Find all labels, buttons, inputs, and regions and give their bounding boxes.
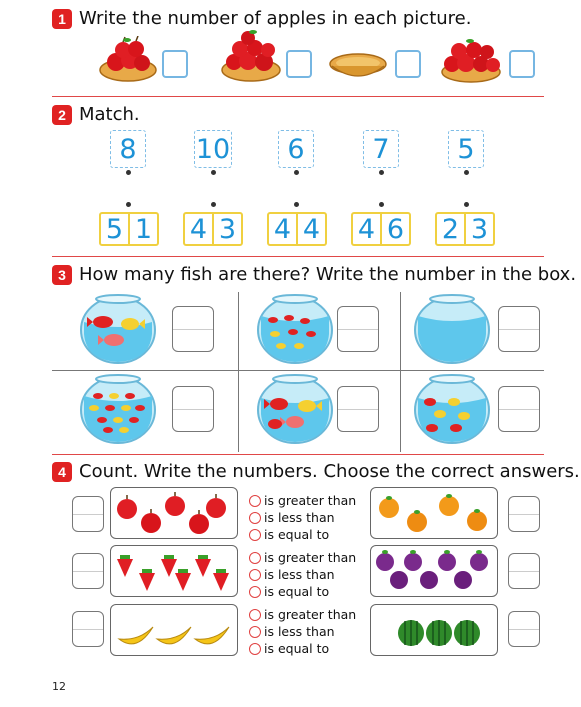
match-number-box: 5 — [448, 130, 484, 168]
section-number-badge: 1 — [52, 9, 72, 29]
grid-divider — [400, 292, 401, 452]
pair-right-number: 6 — [386, 213, 405, 245]
section-divider — [52, 96, 544, 97]
apples-image — [111, 488, 237, 538]
match-dot[interactable] — [379, 170, 384, 175]
match-number-box: 10 — [194, 130, 232, 168]
section-4-title: Count. Write the numbers. Choose the correct answers. — [79, 461, 580, 482]
answer-box[interactable] — [395, 50, 421, 78]
section-1-title: Write the number of apples in each picture. — [79, 8, 472, 29]
bananas-image — [111, 605, 237, 655]
radio-button[interactable] — [249, 529, 261, 541]
number-pair-box — [267, 212, 327, 246]
section-1-heading — [52, 8, 471, 29]
fruit-card-bananas — [110, 604, 238, 656]
match-dot[interactable] — [294, 202, 299, 207]
section-number-badge: 2 — [52, 105, 72, 125]
pair-left-number: 5 — [101, 214, 130, 244]
count-answer-box[interactable] — [508, 553, 540, 589]
fishbowl-image — [412, 374, 492, 446]
empty-bowl-image — [328, 50, 388, 84]
plums-image — [371, 546, 497, 596]
fruit-card-watermelons — [370, 604, 498, 656]
fruit-card-plums — [370, 545, 498, 597]
pair-right-number: 4 — [302, 213, 321, 245]
grid-divider — [238, 292, 239, 452]
fishbowl-image — [78, 294, 158, 366]
section-3-heading — [52, 264, 576, 285]
pair-left-number: 4 — [185, 214, 214, 244]
match-number-box: 6 — [278, 130, 314, 168]
option-less[interactable] — [249, 509, 356, 526]
strawberries-image — [111, 546, 237, 596]
option-label: is less than — [264, 624, 335, 639]
pair-right-number: 1 — [134, 213, 153, 245]
match-dot[interactable] — [294, 170, 299, 175]
radio-button[interactable] — [249, 512, 261, 524]
answer-box[interactable] — [162, 50, 188, 78]
option-label: is greater than — [264, 493, 357, 508]
comparison-options — [249, 549, 356, 600]
count-answer-box[interactable] — [72, 553, 104, 589]
page-number: 12 — [52, 680, 66, 693]
match-dot[interactable] — [464, 202, 469, 207]
radio-button[interactable] — [249, 569, 261, 581]
number-pair-box — [99, 212, 159, 246]
pair-left-number: 2 — [437, 214, 466, 244]
fishbowl-image — [78, 374, 158, 446]
section-2-title: Match. — [79, 104, 140, 125]
fish-count-box[interactable] — [498, 386, 540, 432]
section-number-badge: 4 — [52, 462, 72, 482]
fish-count-box[interactable] — [172, 306, 214, 352]
section-2-heading — [52, 104, 140, 125]
pair-left-number: 4 — [353, 214, 382, 244]
comparison-options — [249, 606, 356, 657]
option-label: is greater than — [264, 550, 357, 565]
match-dot[interactable] — [464, 170, 469, 175]
option-less[interactable] — [249, 566, 356, 583]
grid-divider — [52, 370, 544, 371]
section-3-title: How many fish are there? Write the number in the box. — [79, 264, 577, 285]
match-dot[interactable] — [211, 170, 216, 175]
fish-count-box[interactable] — [337, 386, 379, 432]
fishbowl-image — [255, 374, 335, 446]
fruit-card-strawberries — [110, 545, 238, 597]
count-answer-box[interactable] — [508, 496, 540, 532]
match-dot[interactable] — [379, 202, 384, 207]
pair-right-number: 3 — [218, 213, 237, 245]
pair-left-number: 4 — [269, 214, 298, 244]
number-pair-box — [183, 212, 243, 246]
oranges-image — [371, 488, 497, 538]
answer-box[interactable] — [286, 50, 312, 78]
answer-box[interactable] — [509, 50, 535, 78]
radio-button[interactable] — [249, 586, 261, 598]
apple-bowl-image — [98, 36, 158, 84]
match-dot[interactable] — [126, 170, 131, 175]
option-equal[interactable] — [249, 583, 356, 600]
fishbowl-image — [255, 294, 335, 366]
option-label: is equal to — [264, 584, 330, 599]
match-number-box: 7 — [363, 130, 399, 168]
match-dot[interactable] — [211, 202, 216, 207]
count-answer-box[interactable] — [508, 611, 540, 647]
pair-right-number: 3 — [470, 213, 489, 245]
fish-count-box[interactable] — [498, 306, 540, 352]
fish-count-box[interactable] — [337, 306, 379, 352]
radio-button[interactable] — [249, 626, 261, 638]
option-greater[interactable] — [249, 492, 356, 509]
watermelons-image — [371, 605, 497, 655]
option-label: is equal to — [264, 527, 330, 542]
match-dot[interactable] — [126, 202, 131, 207]
section-4-heading — [52, 461, 580, 482]
comparison-options — [249, 492, 356, 543]
option-label: is greater than — [264, 607, 357, 622]
number-pair-box — [351, 212, 411, 246]
section-number-badge: 3 — [52, 265, 72, 285]
option-greater[interactable] — [249, 606, 356, 623]
fruit-card-apples — [110, 487, 238, 539]
option-equal[interactable] — [249, 640, 356, 657]
apple-bowl-image — [440, 38, 502, 84]
apple-bowl-image — [220, 30, 282, 84]
section-divider — [52, 454, 544, 455]
radio-button[interactable] — [249, 643, 261, 655]
fishbowl-image — [412, 294, 492, 366]
fish-count-box[interactable] — [172, 386, 214, 432]
option-greater[interactable] — [249, 549, 356, 566]
option-label: is less than — [264, 510, 335, 525]
option-equal[interactable] — [249, 526, 356, 543]
section-divider — [52, 256, 544, 257]
radio-button[interactable] — [249, 552, 261, 564]
radio-button[interactable] — [249, 495, 261, 507]
radio-button[interactable] — [249, 609, 261, 621]
count-answer-box[interactable] — [72, 496, 104, 532]
fruit-card-oranges — [370, 487, 498, 539]
match-number-box: 8 — [110, 130, 146, 168]
number-pair-box — [435, 212, 495, 246]
count-answer-box[interactable] — [72, 611, 104, 647]
option-label: is less than — [264, 567, 335, 582]
option-less[interactable] — [249, 623, 356, 640]
option-label: is equal to — [264, 641, 330, 656]
